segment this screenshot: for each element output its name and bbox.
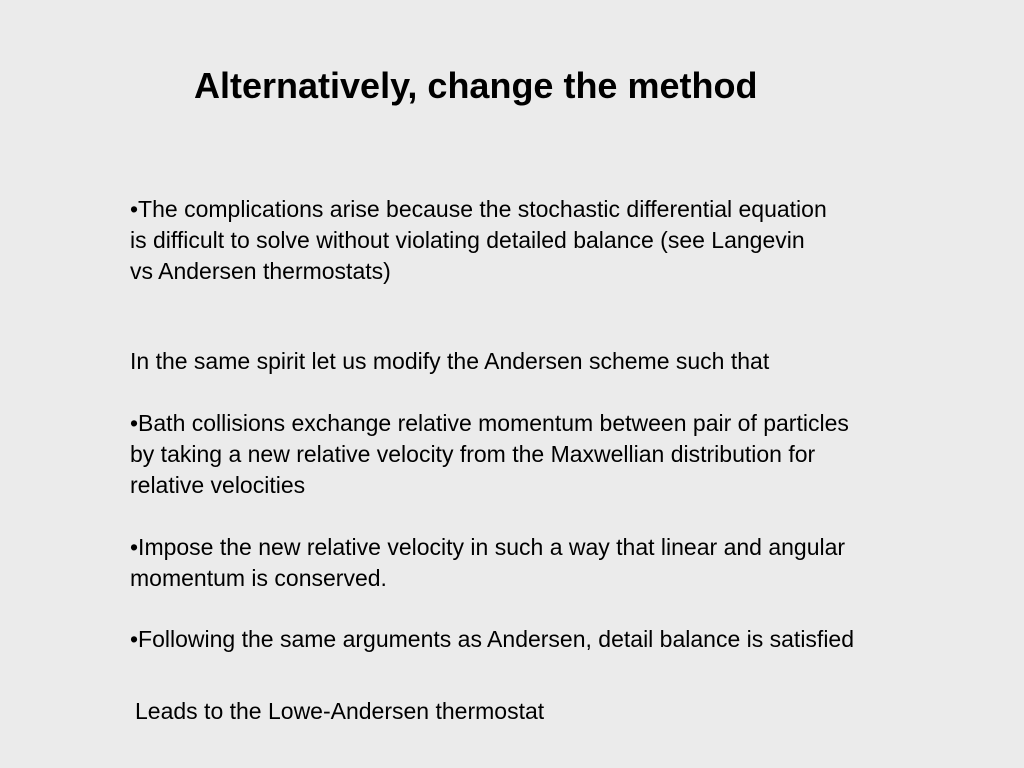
bullet-impose-velocity-line-1: •Impose the new relative velocity in such a way that linear and angular — [130, 534, 846, 560]
bullet-impose-velocity-line-2: momentum is conserved. — [130, 565, 387, 591]
bullet-bath-collisions-line-1: •Bath collisions exchange relative momentum between pair of particles — [130, 410, 849, 436]
bullet-bath-collisions — [130, 408, 849, 501]
bullet-impose-velocity — [130, 532, 845, 594]
intro-text — [130, 346, 769, 377]
bullet-detail-balance-line: •Following the same arguments as Andersen, detail balance is satisfied — [130, 626, 855, 652]
bullet-complications-line-3: vs Andersen thermostats) — [130, 258, 391, 284]
intro-line: In the same spirit let us modify the Andersen scheme such that — [130, 348, 770, 374]
bullet-bath-collisions-line-3: relative velocities — [130, 472, 306, 498]
conclusion-line: Leads to the Lowe-Andersen thermostat — [135, 698, 545, 724]
bullet-detail-balance — [130, 624, 854, 655]
slide-title: Alternatively, change the method — [194, 65, 758, 106]
bullet-complications — [130, 194, 827, 287]
bullet-complications-line-1: •The complications arise because the stochastic differential equation — [130, 196, 827, 222]
conclusion-text — [135, 696, 544, 727]
bullet-complications-line-2: is difficult to solve without violating detailed balance (see Langevin — [130, 227, 805, 253]
bullet-bath-collisions-line-2: by taking a new relative velocity from the Maxwellian distribution for — [130, 441, 816, 467]
